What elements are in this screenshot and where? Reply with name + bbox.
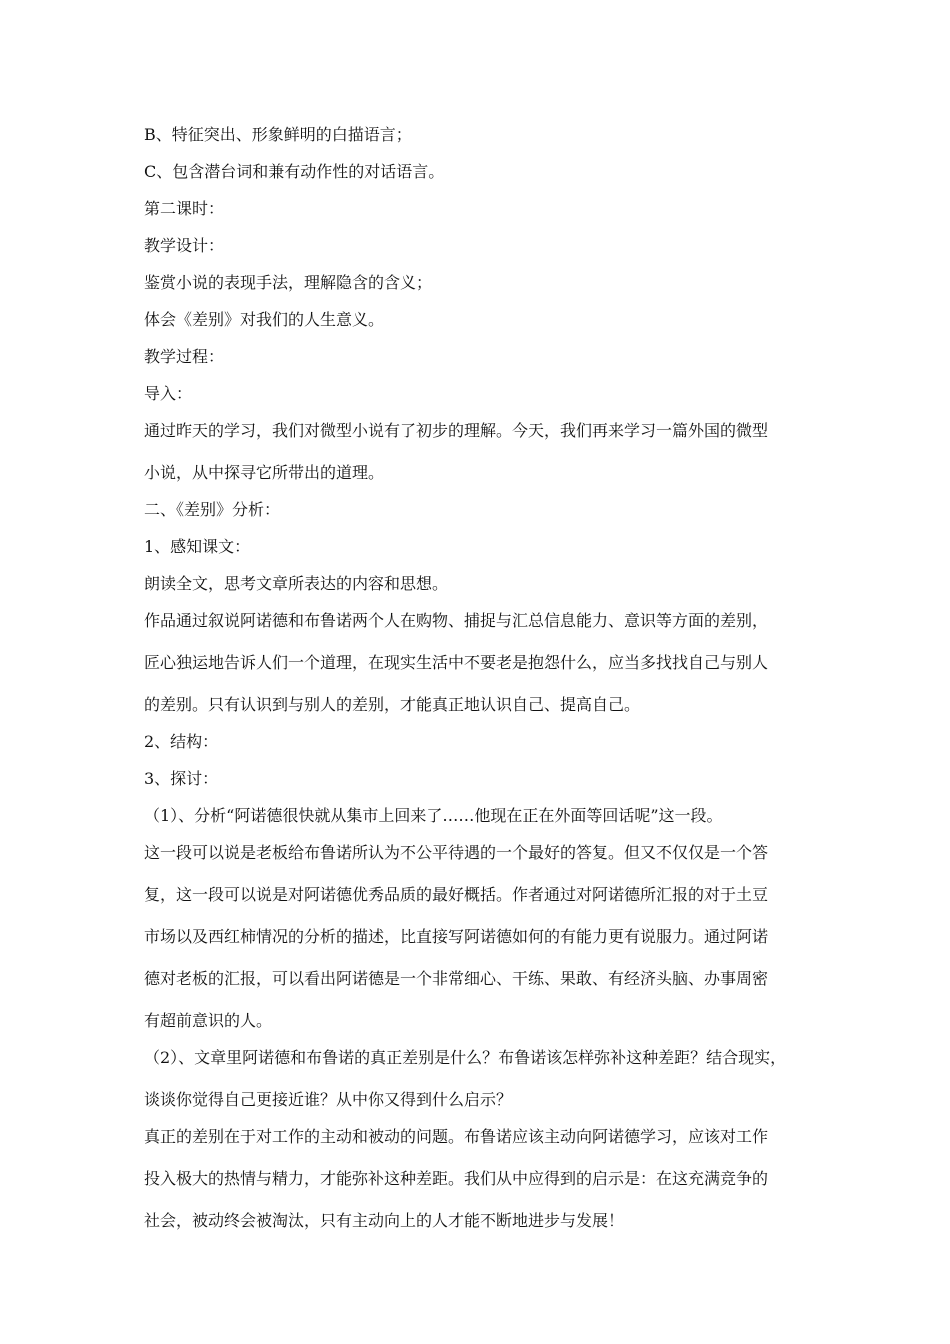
objective-line-2: 体会《差别》对我们的人生意义。	[144, 310, 385, 329]
section-heading-analysis: 二、《差别》分析：	[144, 500, 281, 519]
summary-paragraph-line-3: 的差别。只有认识到与别人的差别，才能真正地认识自己、提高自己。	[144, 695, 641, 714]
answer-1-line-3: 市场以及西红柿情况的分析的描述，比直接写阿诺德如何的有能力更有说服力。通过阿诺	[144, 927, 769, 946]
objective-line-1: 鉴赏小说的表现手法，理解隐含的含义；	[144, 273, 433, 292]
document-body	[144, 124, 824, 1232]
answer-1-line-5: 有超前意识的人。	[144, 1011, 273, 1030]
answer-1-line-4: 德对老板的汇报，可以看出阿诺德是一个非常细心、干练、果敢、有经济头脑、办事周密	[144, 969, 769, 988]
intro-paragraph-line-2: 小说，从中探寻它所带出的道理。	[144, 463, 385, 482]
list-item-c: C、包含潜台词和兼有动作性的对话语言。	[144, 162, 445, 181]
read-instruction: 朗读全文，思考文章所表达的内容和思想。	[144, 574, 449, 593]
answer-2-line-1: 真正的差别在于对工作的主动和被动的问题。布鲁诺应该主动向阿诺德学习，应该对工作	[144, 1127, 769, 1146]
intro-paragraph-line-1: 通过昨天的学习，我们对微型小说有了初步的理解。今天，我们再来学习一篇外国的微型	[144, 421, 769, 440]
answer-2-line-2: 投入极大的热情与精力，才能弥补这种差距。我们从中应得到的启示是：在这充满竞争的	[144, 1169, 769, 1188]
subheading-structure: 2、结构：	[144, 732, 219, 751]
question-2-line-2: 谈谈你觉得自己更接近谁？从中你又得到什么启示？	[144, 1090, 513, 1109]
section-heading-intro: 导入：	[144, 384, 193, 403]
list-item-b: B、特征突出、形象鲜明的白描语言；	[144, 125, 412, 144]
subheading-perceive-text: 1、感知课文：	[144, 537, 251, 556]
subheading-discussion: 3、探讨：	[144, 769, 219, 788]
answer-1-line-1: 这一段可以说是老板给布鲁诺所认为不公平待遇的一个最好的答复。但又不仅仅是一个答	[144, 843, 769, 862]
answer-1-line-2: 复，这一段可以说是对阿诺德优秀品质的最好概括。作者通过对阿诺德所汇报的对于土豆	[144, 885, 769, 904]
section-heading-teaching-process: 教学过程：	[144, 347, 225, 366]
summary-paragraph-line-1: 作品通过叙说阿诺德和布鲁诺两个人在购物、捕捉与汇总信息能力、意识等方面的差别，	[144, 611, 769, 630]
answer-2-line-3: 社会，被动终会被淘汰，只有主动向上的人才能不断地进步与发展！	[144, 1211, 625, 1230]
section-heading-lesson-2: 第二课时：	[144, 199, 225, 218]
summary-paragraph-line-2: 匠心独运地告诉人们一个道理，在现实生活中不要老是抱怨什么，应当多找找自己与别人	[144, 653, 769, 672]
section-heading-teaching-design: 教学设计：	[144, 236, 225, 255]
question-1: （1）、分析“阿诺德很快就从集市上回来了……他现在正在外面等回话呢”这一段。	[144, 806, 723, 825]
question-2-line-1: （2）、文章里阿诺德和布鲁诺的真正差别是什么？布鲁诺该怎样弥补这种差距？结合现实，	[144, 1048, 787, 1067]
